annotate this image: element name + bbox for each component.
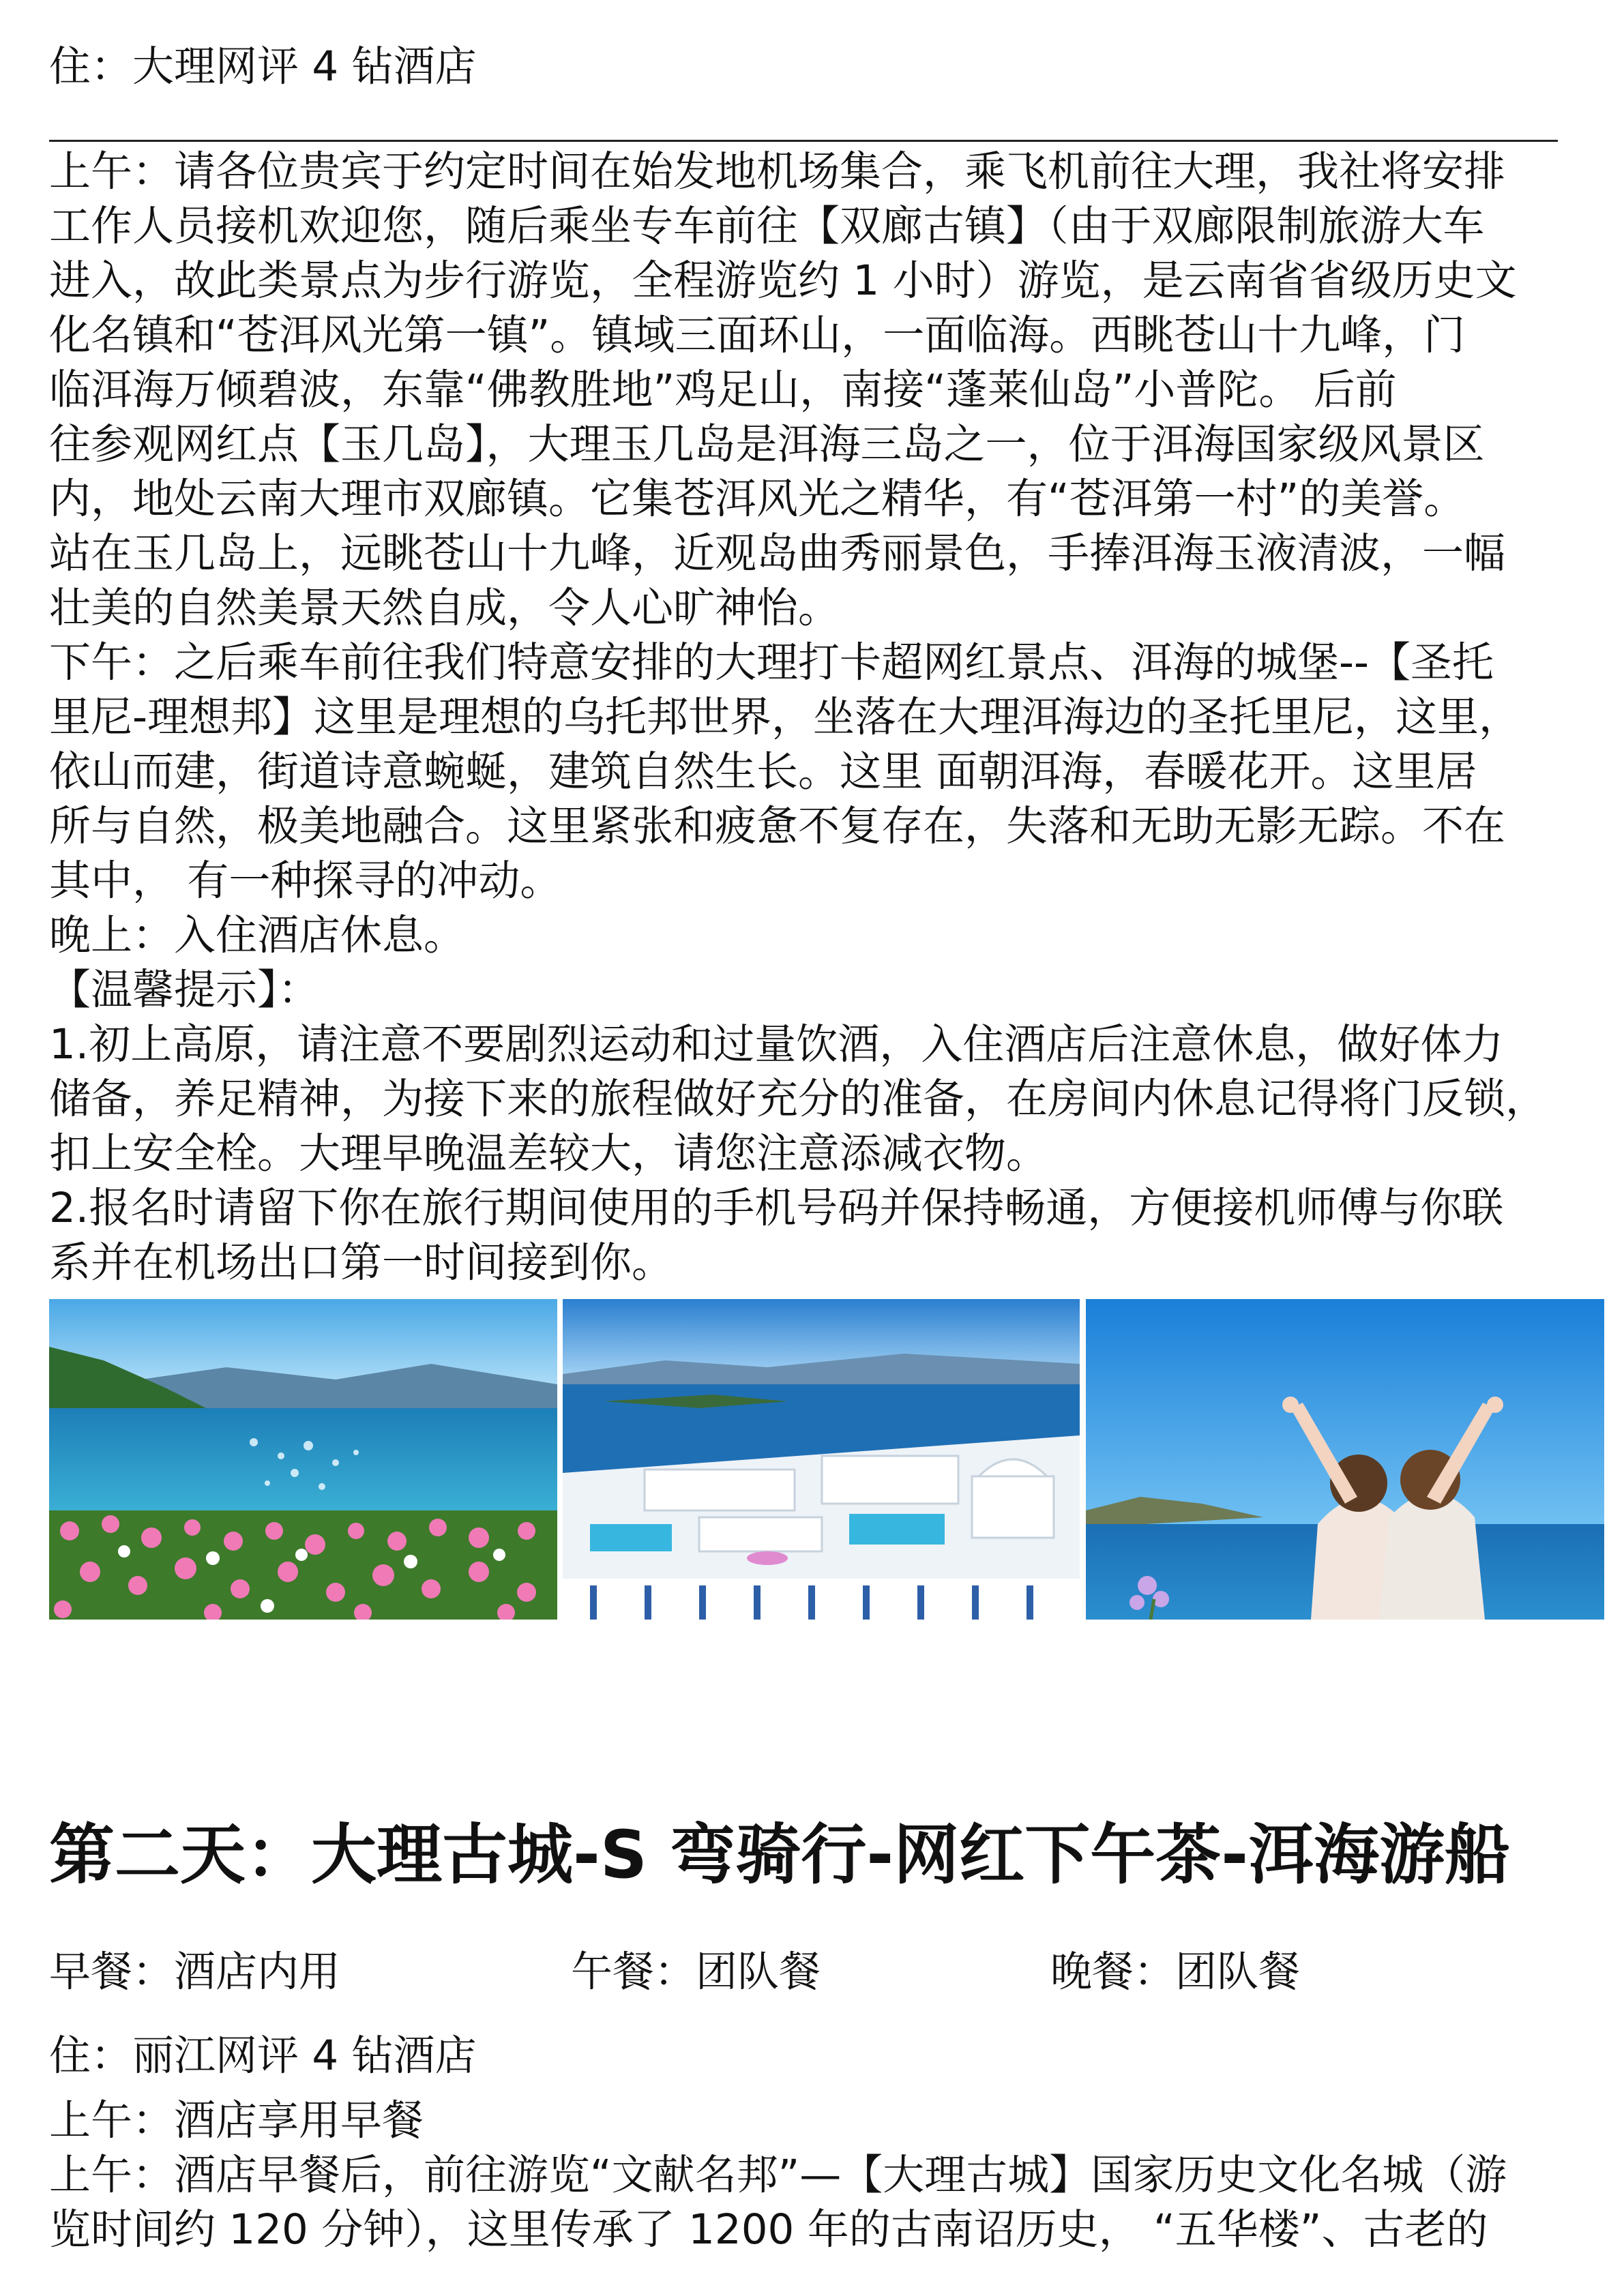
- day1-line: 所与自然，极美地融合。这里紧张和疲惫不复存在，失落和无助无影无踪。不在: [49, 802, 1506, 850]
- santorini-buildings-photo: [563, 1299, 1080, 1620]
- day1-accommodation: 住：大理网评 4 钻酒店: [49, 42, 477, 91]
- day1-line: 上午：请各位贵宾于约定时间在始发地机场集合，乘飞机前往大理，我社将安排: [49, 147, 1506, 196]
- photo-strip: [49, 1299, 1604, 1620]
- day2-description: [49, 2093, 1563, 2257]
- day1-line: 化名镇和“苍洱风光第一镇”。镇域三面环山，一面临海。西眺苍山十九峰，门: [49, 311, 1466, 359]
- day1-line: 下午：之后乘车前往我们特意安排的大理打卡超网红景点、洱海的城堡--【圣托: [49, 638, 1494, 687]
- lunch-info: 午餐：团队餐: [571, 1948, 821, 1996]
- day1-line: 扣上安全栓。大理早晚温差较大，请您注意添减衣物。: [49, 1129, 1048, 1178]
- day1-line: 1.初上高原，请注意不要剧烈运动和过量饮酒，入住酒店后注意休息，做好体力: [49, 1020, 1504, 1069]
- day1-line: 往参观网红点【玉几岛】，大理玉几岛是洱海三岛之一，位于洱海国家级风景区: [49, 420, 1485, 468]
- day2-title: 第二天：大理古城-S 弯骑行-网红下午茶-洱海游船: [49, 1817, 1511, 1893]
- day1-line: 站在玉几岛上，远眺苍山十九峰，近观岛曲秀丽景色，手捧洱海玉液清波，一幅: [49, 529, 1506, 578]
- day1-line: 2.报名时请留下你在旅行期间使用的手机号码并保持畅通，方便接机师傅与你联: [49, 1184, 1504, 1232]
- day1-line: 系并在机场出口第一时间接到你。: [49, 1238, 674, 1287]
- breakfast-info: 早餐：酒店内用: [49, 1948, 341, 1996]
- lake-flowers-photo: [49, 1299, 557, 1620]
- day1-line: 进入，故此类景点为步行游览，全程游览约 1 小时）游览，是云南省省级历史文: [49, 256, 1517, 305]
- day2-line: 览时间约 120 分钟），这里传承了 1200 年的古南诏历史， “五华楼”、古老的: [49, 2205, 1488, 2254]
- day1-description: [49, 145, 1563, 1290]
- day1-line: 晚上：入住酒店休息。: [49, 911, 466, 959]
- section-divider: [49, 140, 1558, 142]
- day1-line: 依山而建，街道诗意蜿蜒，建筑自然生长。这里 面朝洱海，春暖花开。这里居: [49, 747, 1477, 796]
- day1-line: 壮美的自然美景天然自成，令人心旷神怡。: [49, 584, 840, 632]
- day1-line: 里尼-理想邦】这里是理想的乌托邦世界，坐落在大理洱海边的圣托里尼，这里，: [49, 693, 1521, 741]
- travelers-lake-photo: [1086, 1299, 1604, 1620]
- day2-line: 上午：酒店享用早餐: [49, 2096, 424, 2145]
- day1-line: 工作人员接机欢迎您，随后乘坐专车前往【双廊古镇】（由于双廊限制旅游大车: [49, 202, 1485, 250]
- day2-accommodation: 住：丽江网评 4 钻酒店: [49, 2031, 477, 2080]
- dinner-info: 晚餐：团队餐: [1050, 1948, 1301, 1996]
- day1-line: 其中， 有一种探寻的冲动。: [49, 856, 562, 905]
- day1-line: 内，地处云南大理市双廊镇。它集苍洱风光之精华，有“苍洱第一村”的美誉。: [49, 475, 1466, 523]
- day1-line: 【温馨提示】：: [49, 966, 320, 1014]
- day1-line: 临洱海万倾碧波，东靠“佛教胜地”鸡足山，南接“蓬莱仙岛”小普陀。 后前: [49, 366, 1397, 414]
- day2-line: 上午：酒店早餐后，前往游览“文献名邦”—【大理古城】国家历史文化名城（游: [49, 2151, 1507, 2199]
- day1-line: 储备，养足精神，为接下来的旅程做好充分的准备，在房间内休息记得将门反锁，: [49, 1075, 1548, 1123]
